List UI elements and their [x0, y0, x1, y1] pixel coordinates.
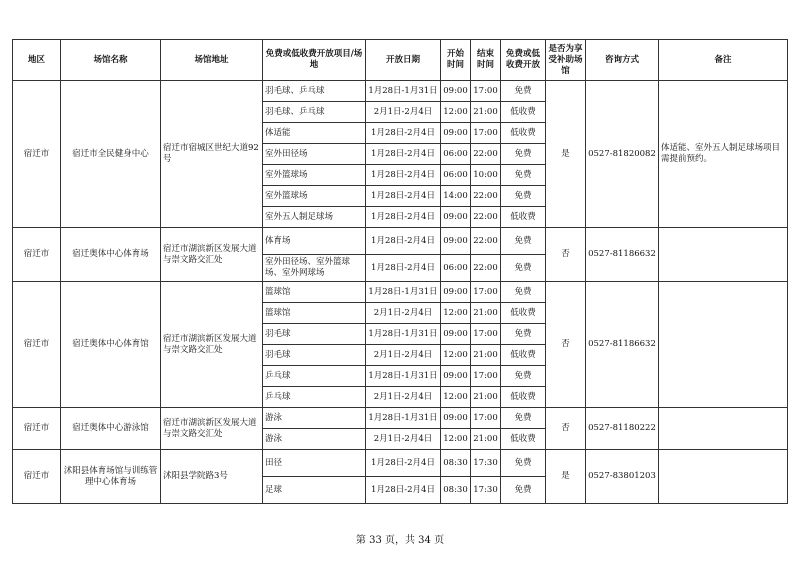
cell-contact: 0527-81186632 [586, 228, 659, 282]
page-footer: 第 33 页，共 34 页 [355, 535, 445, 546]
cell-fee: 低收费 [501, 387, 546, 408]
cell-item: 室外篮球场 [263, 186, 366, 207]
cell-contact: 0527-81186632 [586, 282, 659, 408]
cell-item: 羽毛球、乒乓球 [263, 102, 366, 123]
cell-fee: 低收费 [501, 429, 546, 450]
cell-end: 17:30 [471, 477, 501, 504]
cell-venue-address: 宿迁市宿城区世纪大道92号 [161, 81, 263, 228]
cell-end: 22:00 [471, 255, 501, 282]
cell-remarks [659, 228, 788, 282]
cell-end: 21:00 [471, 429, 501, 450]
cell-start: 12:00 [441, 429, 471, 450]
cell-start: 09:00 [441, 228, 471, 255]
cell-end: 22:00 [471, 144, 501, 165]
cell-start: 12:00 [441, 345, 471, 366]
cell-item: 室外田径场 [263, 144, 366, 165]
table-row [13, 282, 788, 303]
cell-venue-address: 宿迁市湖滨新区发展大道与崇文路交汇处 [161, 228, 263, 282]
cell-date: 1月28日-2月4日 [366, 144, 441, 165]
cell-region: 宿迁市 [13, 81, 61, 228]
cell-venue-name: 沭阳县体育场馆与训练管理中心体育场 [61, 450, 161, 504]
cell-fee: 低收费 [501, 207, 546, 228]
table-row [13, 81, 788, 102]
cell-date: 2月1日-2月4日 [366, 429, 441, 450]
cell-subsidy: 否 [546, 228, 586, 282]
header-open-date: 开放日期 [366, 40, 441, 81]
cell-end: 10:00 [471, 165, 501, 186]
cell-start: 06:00 [441, 165, 471, 186]
header-venue-address: 场馆地址 [161, 40, 263, 81]
header-contact: 咨询方式 [586, 40, 659, 81]
cell-contact: 0527-81180222 [586, 408, 659, 450]
cell-item: 游泳 [263, 408, 366, 429]
cell-date: 1月28日-2月4日 [366, 186, 441, 207]
cell-fee: 免费 [501, 450, 546, 477]
cell-item: 室外田径场、室外篮球场、室外网球场 [263, 255, 366, 282]
cell-remarks [659, 450, 788, 504]
cell-end: 17:00 [471, 324, 501, 345]
cell-fee: 免费 [501, 408, 546, 429]
cell-subsidy: 是 [546, 81, 586, 228]
cell-start: 09:00 [441, 123, 471, 144]
cell-fee: 免费 [501, 324, 546, 345]
header-venue-name: 场馆名称 [61, 40, 161, 81]
cell-venue-name: 宿迁市全民健身中心 [61, 81, 161, 228]
cell-start: 09:00 [441, 324, 471, 345]
cell-item: 篮球馆 [263, 303, 366, 324]
cell-date: 1月28日-1月31日 [366, 408, 441, 429]
cell-date: 1月28日-2月4日 [366, 123, 441, 144]
cell-date: 1月28日-2月4日 [366, 228, 441, 255]
cell-contact: 0527-81820082 [586, 81, 659, 228]
cell-item: 田径 [263, 450, 366, 477]
cell-start: 09:00 [441, 207, 471, 228]
cell-item: 乒乓球 [263, 387, 366, 408]
cell-date: 1月28日-2月4日 [366, 207, 441, 228]
cell-end: 21:00 [471, 387, 501, 408]
cell-start: 06:00 [441, 144, 471, 165]
cell-venue-address: 宿迁市湖滨新区发展大道与崇文路交汇处 [161, 408, 263, 450]
cell-start: 09:00 [441, 366, 471, 387]
cell-start: 09:00 [441, 408, 471, 429]
cell-fee: 免费 [501, 186, 546, 207]
cell-subsidy: 否 [546, 408, 586, 450]
cell-item: 羽毛球 [263, 324, 366, 345]
cell-end: 17:00 [471, 81, 501, 102]
cell-venue-address: 沭阳县学院路3号 [161, 450, 263, 504]
cell-fee: 低收费 [501, 303, 546, 324]
cell-item: 室外篮球场 [263, 165, 366, 186]
cell-fee: 免费 [501, 165, 546, 186]
header-subsidy: 是否为享受补助场馆 [546, 40, 586, 81]
cell-date: 1月28日-1月31日 [366, 366, 441, 387]
cell-start: 12:00 [441, 102, 471, 123]
cell-fee: 低收费 [501, 345, 546, 366]
cell-start: 09:00 [441, 81, 471, 102]
cell-fee: 免费 [501, 282, 546, 303]
cell-start: 08:30 [441, 450, 471, 477]
cell-subsidy: 是 [546, 450, 586, 504]
cell-item: 室外五人制足球场 [263, 207, 366, 228]
cell-start: 09:00 [441, 282, 471, 303]
cell-end: 21:00 [471, 303, 501, 324]
header-free-items: 免费或低收费开放项目/场地 [263, 40, 366, 81]
cell-fee: 低收费 [501, 123, 546, 144]
cell-date: 1月28日-1月31日 [366, 81, 441, 102]
cell-end: 22:00 [471, 186, 501, 207]
cell-end: 22:00 [471, 228, 501, 255]
cell-start: 08:30 [441, 477, 471, 504]
cell-item: 体适能 [263, 123, 366, 144]
cell-date: 1月28日-2月4日 [366, 450, 441, 477]
cell-end: 22:00 [471, 207, 501, 228]
cell-item: 体育场 [263, 228, 366, 255]
header-row [13, 40, 788, 81]
table-row [13, 408, 788, 429]
cell-venue-name: 宿迁奥体中心体育场 [61, 228, 161, 282]
cell-item: 羽毛球、乒乓球 [263, 81, 366, 102]
cell-fee: 免费 [501, 255, 546, 282]
cell-fee: 免费 [501, 144, 546, 165]
cell-start: 14:00 [441, 186, 471, 207]
venue-table [12, 39, 788, 504]
cell-region: 宿迁市 [13, 408, 61, 450]
cell-start: 12:00 [441, 387, 471, 408]
header-end-time: 结束时间 [471, 40, 501, 81]
cell-fee: 低收费 [501, 102, 546, 123]
table-row [13, 450, 788, 477]
cell-end: 17:00 [471, 282, 501, 303]
cell-item: 羽毛球 [263, 345, 366, 366]
cell-date: 2月1日-2月4日 [366, 387, 441, 408]
cell-remarks: 体适能、室外五人制足球场项目需提前预约。 [659, 81, 788, 228]
cell-end: 17:30 [471, 450, 501, 477]
header-remarks: 备注 [659, 40, 788, 81]
cell-fee: 免费 [501, 477, 546, 504]
cell-end: 17:00 [471, 123, 501, 144]
cell-item: 足球 [263, 477, 366, 504]
cell-venue-name: 宿迁奥体中心体育馆 [61, 282, 161, 408]
cell-date: 2月1日-2月4日 [366, 345, 441, 366]
cell-start: 06:00 [441, 255, 471, 282]
cell-fee: 免费 [501, 366, 546, 387]
cell-item: 乒乓球 [263, 366, 366, 387]
cell-region: 宿迁市 [13, 450, 61, 504]
cell-end: 21:00 [471, 345, 501, 366]
cell-fee: 免费 [501, 81, 546, 102]
cell-remarks [659, 408, 788, 450]
cell-date: 1月28日-1月31日 [366, 282, 441, 303]
header-start-time: 开始时间 [441, 40, 471, 81]
cell-venue-name: 宿迁奥体中心游泳馆 [61, 408, 161, 450]
cell-date: 2月1日-2月4日 [366, 303, 441, 324]
cell-fee: 免费 [501, 228, 546, 255]
cell-end: 17:00 [471, 408, 501, 429]
cell-date: 1月28日-2月4日 [366, 255, 441, 282]
cell-date: 1月28日-2月4日 [366, 165, 441, 186]
cell-start: 12:00 [441, 303, 471, 324]
header-fee-type: 免费或低收费开放 [501, 40, 546, 81]
header-region: 地区 [13, 40, 61, 81]
cell-region: 宿迁市 [13, 282, 61, 408]
cell-item: 篮球馆 [263, 282, 366, 303]
cell-date: 1月28日-2月4日 [366, 477, 441, 504]
cell-item: 游泳 [263, 429, 366, 450]
table-row [13, 228, 788, 255]
cell-remarks [659, 282, 788, 408]
cell-date: 2月1日-2月4日 [366, 102, 441, 123]
cell-venue-address: 宿迁市湖滨新区发展大道与崇文路交汇处 [161, 282, 263, 408]
cell-end: 21:00 [471, 102, 501, 123]
cell-end: 17:00 [471, 366, 501, 387]
cell-subsidy: 否 [546, 282, 586, 408]
cell-region: 宿迁市 [13, 228, 61, 282]
cell-contact: 0527-83801203 [586, 450, 659, 504]
cell-date: 1月28日-1月31日 [366, 324, 441, 345]
